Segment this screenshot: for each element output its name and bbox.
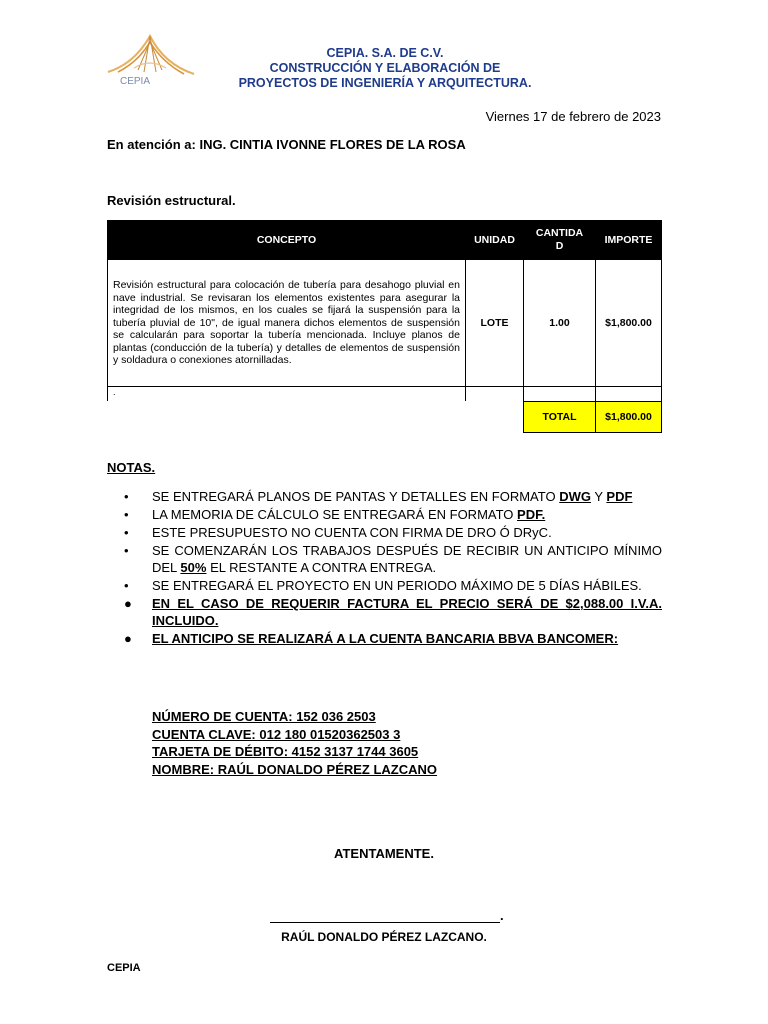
table-row-empty — [108, 387, 662, 402]
signature-line — [270, 922, 500, 923]
quote-table — [107, 220, 662, 433]
clabe-number: CUENTA CLAVE: 012 180 01520362503 3 — [152, 726, 401, 742]
company-tagline-2: PROYECTOS DE INGENIERÍA Y ARQUITECTURA. — [238, 76, 532, 90]
note-item: • SE COMENZARÁN LOS TRABAJOS DESPUÉS DE RECIBIR UN ANTICIPO MÍNIMO DEL 50% EL RESTANTE A CONTRA ENTREGA. — [124, 543, 662, 575]
cell-importe: $1,800.00 — [596, 260, 662, 387]
col-header-cantidad — [524, 221, 596, 260]
table-row — [108, 260, 662, 387]
footer-text: CEPIA — [107, 962, 141, 974]
account-holder: NOMBRE: RAÚL DONALDO PÉREZ LAZCANO — [152, 761, 438, 777]
bullet-icon: • — [124, 507, 129, 522]
cell-empty-importe — [596, 387, 662, 402]
signature-dot: . — [500, 908, 504, 923]
section-title: Revisión estructural. — [107, 193, 236, 208]
bullet-icon: • — [124, 525, 129, 540]
notes-list — [107, 488, 662, 648]
total-row — [108, 401, 662, 432]
bullet-icon: ● — [124, 631, 132, 646]
cell-cantidad: 1.00 — [524, 260, 596, 387]
cell-blank-1 — [108, 401, 466, 432]
total-label: TOTAL — [524, 401, 596, 432]
cell-blank-2 — [466, 401, 524, 432]
bank-details — [152, 708, 437, 778]
company-name: CEPIA. S.A. DE C.V. — [326, 46, 444, 60]
cell-concepto: Revisión estructural para colocación de tubería para desahogo pluvial en nave industrial. Se revisaran los elementos existentes para asegurar la integridad de los mismos, en los cuales se fijará la suspensión para la tubería pluvial de 10", de igual manera dichos elementos de suspensión se calcularán para soportar la tubería mencionada. Incluye planos de plantas (conducción de la tubería) y detalles de elementos de suspensión y soldadura o conexiones atornilladas. — [108, 260, 466, 387]
col-header-unidad: UNIDAD — [466, 221, 524, 260]
cell-empty-unidad — [466, 387, 524, 402]
bullet-icon: • — [124, 543, 129, 558]
svg-text:CEPIA: CEPIA — [120, 76, 151, 87]
cell-unidad: LOTE — [466, 260, 524, 387]
company-tagline-1: CONSTRUCCIÓN Y ELABORACIÓN DE — [269, 61, 501, 75]
attention-line: En atención a: ING. CINTIA IVONNE FLORES DE LA ROSA — [107, 137, 466, 152]
col-header-concepto: CONCEPTO — [108, 221, 466, 260]
logo-graphic — [104, 28, 198, 88]
document-date: Viernes 17 de febrero de 2023 — [485, 109, 661, 124]
company-logo — [104, 28, 198, 88]
notes-title: NOTAS. — [107, 460, 156, 475]
note-item: • SE ENTREGARÁ PLANOS DE PANTAS Y DETALLES EN FORMATO DWG Y PDF — [124, 489, 633, 504]
table-header-row — [108, 221, 662, 260]
note-item: ● EL ANTICIPO SE REALIZARÁ A LA CUENTA BANCARIA BBVA BANCOMER: — [124, 631, 619, 646]
account-number: NÚMERO DE CUENTA: 152 036 2503 — [152, 709, 376, 724]
note-item: • SE ENTREGARÁ EL PROYECTO EN UN PERIODO MÁXIMO DE 5 DÍAS HÁBILES. — [124, 578, 642, 593]
note-item: • ESTE PRESUPUESTO NO CUENTA CON FIRMA DE DRO Ó DRyC. — [124, 525, 552, 540]
bullet-icon: ● — [124, 596, 132, 611]
cell-empty-concepto: . — [108, 387, 466, 402]
note-item: ● EN EL CASO DE REQUERIR FACTURA EL PRECIO SERÁ DE $2,088.00 I.V.A. INCLUIDO. — [124, 596, 662, 628]
col-header-cantidad-line2: D — [555, 240, 564, 252]
bullet-icon: • — [124, 489, 129, 504]
bullet-icon: • — [124, 578, 129, 593]
col-header-importe: IMPORTE — [596, 221, 662, 260]
total-value: $1,800.00 — [596, 401, 662, 432]
closing: ATENTAMENTE. — [334, 846, 434, 861]
note-item: • LA MEMORIA DE CÁLCULO SE ENTREGARÁ EN FORMATO PDF. — [124, 507, 546, 522]
card-number: TARJETA DE DÉBITO: 4152 3137 1744 3605 — [152, 744, 419, 759]
cell-empty-cantidad — [524, 387, 596, 402]
col-header-cantidad-line1: CANTIDA — [535, 227, 584, 239]
signature-name: RAÚL DONALDO PÉREZ LAZCANO. — [281, 930, 487, 944]
